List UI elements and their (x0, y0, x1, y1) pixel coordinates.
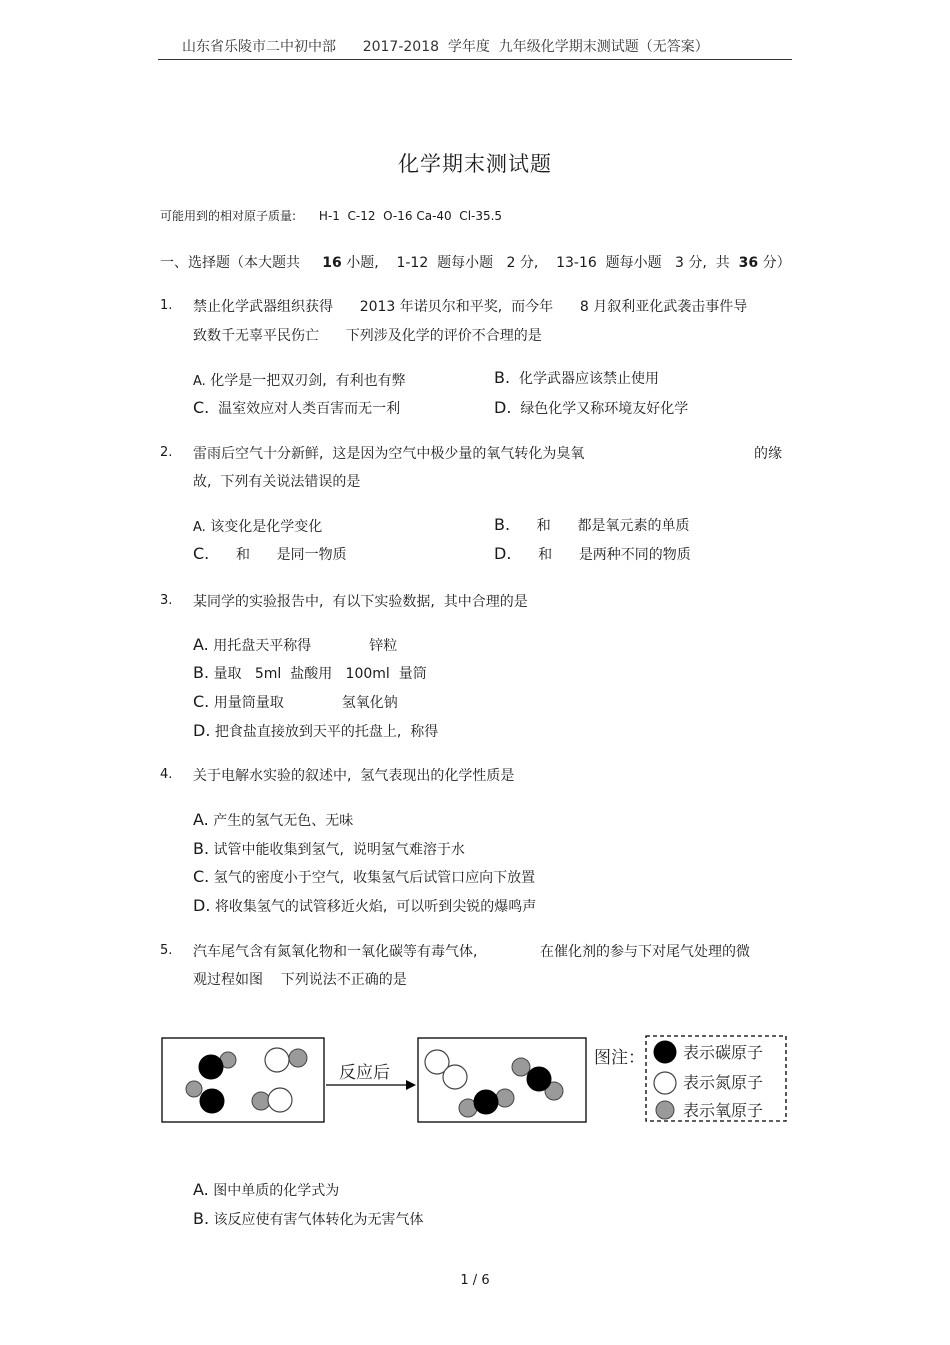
nitrogen-atom (268, 1088, 292, 1112)
legend-nitrogen: 表示氮原子 (683, 1073, 764, 1092)
oxygen-atom (289, 1049, 307, 1067)
question-number: 3. (160, 593, 173, 608)
q1-option-d: D. 绿色化学又称环境友好化学 (494, 398, 689, 417)
arrow-label: 反应后 (339, 1063, 390, 1083)
q3-option-d: D. 把食盐直接放到天平的托盘上, 称得 (193, 721, 439, 740)
q3-option-c: C. 用量筒量取 氢氧化钠 (193, 692, 398, 711)
question-number: 4. (160, 767, 173, 782)
q4-option-c: C. 氢气的密度小于空气, 收集氢气后试管口应向下放置 (193, 867, 536, 886)
carbon-atom (200, 1089, 224, 1113)
header-divider (158, 59, 792, 60)
question-number: 5. (160, 943, 173, 958)
section-suffix: 分） (762, 255, 791, 271)
question-2-line1: 雷雨后空气十分新鲜, 这是因为空气中极少量的氧气转化为臭氧 (193, 446, 585, 462)
reaction-diagram (158, 1030, 794, 1130)
q2-option-b: B. 和 都是氧元素的单质 (494, 515, 690, 534)
question-number: 2. (160, 445, 173, 460)
carbon-atom (474, 1090, 498, 1114)
q4-option-a: A. 产生的氢气无色、无味 (193, 810, 354, 829)
arrow-head (406, 1080, 416, 1090)
question-count: 16 (322, 255, 342, 271)
question-1-line2: 致数千无辜平民伤亡 下列涉及化学的评价不合理的是 (193, 328, 542, 344)
question-5-line2: 观过程如图 下列说法不正确的是 (193, 972, 407, 988)
q3-option-a: A. 用托盘天平称得 锌粒 (193, 635, 398, 654)
q3-option-b: B. 量取 5ml 盐酸用 100ml 量筒 (193, 663, 427, 682)
nitrogen-atom (265, 1048, 289, 1072)
q4-option-d: D. 将收集氢气的试管移近火焰, 可以听到尖锐的爆鸣声 (193, 896, 537, 915)
carbon-atom (199, 1055, 223, 1079)
question-1-line1: 禁止化学武器组织获得 2013 年诺贝尔和平奖, 而今年 8 月叙利亚化武袭击事件导 (193, 299, 748, 315)
nitrogen-atom (443, 1065, 467, 1089)
legend-title: 图注： (594, 1048, 645, 1068)
question-3-line1: 某同学的实验报告中, 有以下实验数据, 其中合理的是 (193, 594, 528, 610)
page-title: 化学期末测试题 (398, 152, 552, 176)
q5-option-a: A. 图中单质的化学式为 (193, 1180, 340, 1199)
oxygen-atom (186, 1081, 202, 1097)
q2-option-d: D. 和 是两种不同的物质 (494, 544, 691, 563)
section-mid: 小题, 1-12 题每小题 2 分, 13-16 题每小题 3 分, 共 (346, 255, 730, 271)
q4-option-b: B. 试管中能收集到氢气, 说明氢气难溶于水 (193, 839, 465, 858)
oxygen-atom (496, 1089, 514, 1107)
legend-carbon: 表示碳原子 (683, 1043, 764, 1062)
question-5-line1-end: 在催化剂的参与下对尾气处理的微 (540, 944, 750, 960)
oxygen-atom (252, 1092, 270, 1110)
carbon-atom (527, 1067, 551, 1091)
page-number: 1 / 6 (460, 1273, 490, 1288)
q1-option-c: C. 温室效应对人类百害而无一利 (193, 398, 401, 417)
question-2-line2: 故, 下列有关说法错误的是 (193, 474, 361, 490)
section-heading (160, 252, 791, 272)
question-2-line1-end: 的缘 (754, 446, 782, 462)
atomic-masses: 可能用到的相对原子质量: H-1 C-12 O-16 Ca-40 Cl-35.5 (160, 209, 503, 223)
q1-option-a: A. 化学是一把双刃剑, 有利也有弊 (193, 373, 406, 389)
page-header: 山东省乐陵市二中初中部 2017-2018 学年度 九年级化学期末测试题（无答案） (182, 39, 709, 55)
oxygen-legend-icon (656, 1101, 674, 1119)
nitrogen-legend-icon (654, 1072, 676, 1094)
question-4-line1: 关于电解水实验的叙述中, 氢气表现出的化学性质是 (193, 768, 515, 784)
oxygen-atom (512, 1058, 530, 1076)
total-score: 36 (738, 255, 759, 271)
q2-option-c: C. 和 是同一物质 (193, 544, 347, 563)
q2-option-a: A. 该变化是化学变化 (193, 519, 323, 535)
section-prefix: 一、选择题（本大题共 (160, 255, 300, 271)
legend-oxygen: 表示氧原子 (683, 1101, 764, 1120)
carbon-legend-icon (654, 1041, 676, 1063)
question-number: 1. (160, 298, 173, 313)
q5-option-b: B. 该反应使有害气体转化为无害气体 (193, 1209, 424, 1228)
question-5-line1: 汽车尾气含有氮氧化物和一氧化碳等有毒气体, (193, 944, 478, 960)
q1-option-b: B. 化学武器应该禁止使用 (494, 368, 659, 387)
